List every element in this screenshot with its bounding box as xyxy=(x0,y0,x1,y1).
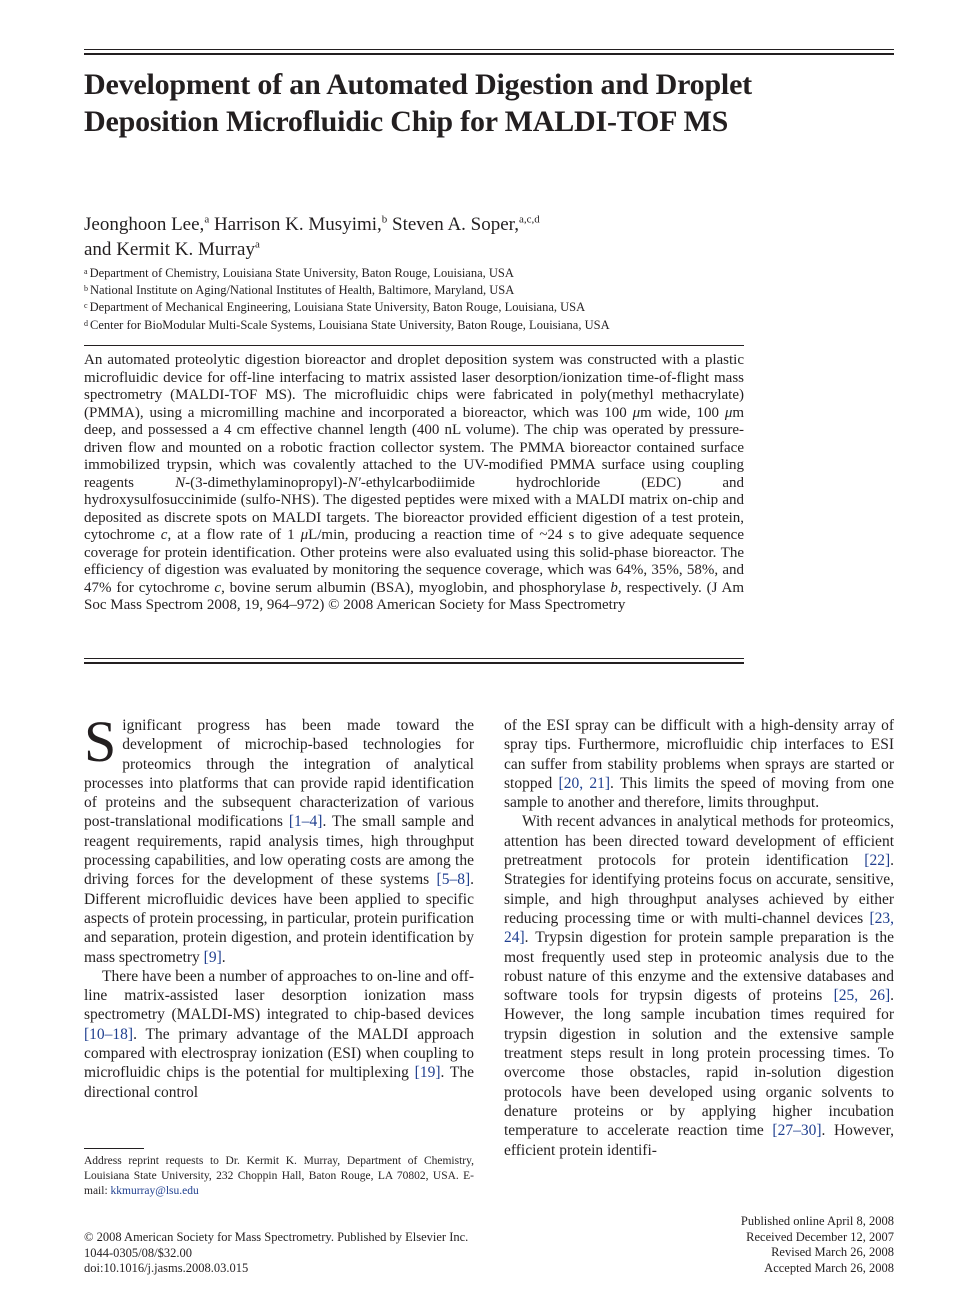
email-link[interactable]: kkmurray@lsu.edu xyxy=(110,1185,199,1197)
author[interactable]: Jeonghoon Lee,$^a$ xyxy=(84,213,210,235)
publication-dates xyxy=(741,1214,894,1276)
paragraph: There have been a number of approaches to on-line and off-line matrix-assisted laser desorption ionization mass spectrometry (MALDI-MS) integrated to chip-based devices [10–18]. The primary advantage of the MALDI approach compared with electrospray ionization (ESI) when coupling to microfluidic chips is the potential for multiplexing [19]. The directional control xyxy=(84,967,474,1101)
reference-link[interactable]: [27–30] xyxy=(772,1122,822,1140)
accepted-date: Accepted March 26, 2008 xyxy=(764,1260,894,1275)
author[interactable]: Harrison K. Musyimi,$^b$ xyxy=(213,213,388,235)
reference-link[interactable]: [25, 26] xyxy=(833,987,891,1005)
reference-link[interactable]: [9] xyxy=(203,948,222,966)
affiliation: $^c$ Department of Mechanical Engineering, Louisiana State University, Baton Rouge, Louisiana, USA xyxy=(84,300,586,315)
published-date: Published online April 8, 2008 xyxy=(740,1214,894,1228)
author[interactable]: and Kermit K. Murray$^a$ xyxy=(84,238,260,260)
paragraph: With recent advances in analytical methods for proteomics, attention has been directed toward development of efficient pretreatment protocols for protein identification [22]. Strategies for identifying proteins focus on accurate, sensitive, simple, and high throughput analyses achieved by either reducing processing time or with multi-channel devices [23, 24]. Trypsin digestion for protein sample preparation is the most frequently used step in proteomic analysis due to the robust nature of this enzyme and the extensive databases and software tools for trypsin digests of proteins [25, 26]. However, the long sample incubation times required for trypsin digestion in solution and the extensive sample treatment steps result in long protein processing times. To overcome those obstacles, rapid in-solution digestion protocols have been developed using organic solvents to denature proteins or by applying higher incubation temperature to accelerate reaction time [27–30]. However, efficient protein identifi- xyxy=(504,813,895,1159)
author-list xyxy=(84,212,724,262)
issn-line: 1044-0305/08/$32.00 xyxy=(84,1245,192,1260)
affiliation: $^d$ Center for BioModular Multi-Scale Systems, Louisiana State University, Baton Rouge, Louisiana, USA xyxy=(84,317,610,332)
reference-link[interactable]: [10–18] xyxy=(84,1025,134,1043)
article-title: Development of an Automated Digestion and Droplet Deposition Microfluidic Chip for MALDI-TOF MS xyxy=(84,68,752,138)
copyright-block xyxy=(84,1230,468,1277)
body-column-left xyxy=(84,709,474,1102)
drop-cap: S xyxy=(84,709,117,774)
author[interactable]: Steven A. Soper,$^{a,c,d}$ xyxy=(392,213,540,235)
reference-link[interactable]: [5–8] xyxy=(436,871,471,889)
abstract: An automated proteolytic digestion bioreactor and droplet deposition system was constructed with a plastic microfluidic device for off-line interfacing to matrix assisted laser desorption/ionization time-of-flight mass spectrometry (MALDI-TOF MS). The microfluidic chips were fabricated in poly(methyl methacrylate) (PMMA), using a micromilling machine and incorporated a bioreactor, which was 100 μm wide, 100 μm deep, and possessed a 4 cm effective channel length (400 nL volume). The chip was operated by pressure-driven flow and mounted on a robotic fraction collector system. The PMMA bioreactor contained surface immobilized trypsin, which was covalently attached to the UV-modified PMMA surface using coupling reagents N-(3-dimethylaminopropyl)-N′-ethylcarbodiimide hydrochloride (EDC) and hydroxysulfosuccinimide (sulfo-NHS). The digested peptides were mixed with a MALDI matrix on-chip and deposited as discrete spots on MALDI targets. The bioreactor provided efficient digestion of a test protein, cytochrome c, at a flow rate of 1 μL/min, producing a reaction time of ~24 s to give adequate sequence coverage for protein identification. Other proteins were also evaluated using this solid-phase bioreactor. The efficiency of digestion was evaluated by monitoring the sequence coverage, which was 64%, 35%, 58%, and 47% for cytochrome c, bovine serum albumin (BSA), myoglobin, and phosphorylase b, respectively. (J Am Soc Mass Spectrom 2008, 19, 964–972) © 2008 American Society for Mass Spectrometry xyxy=(84,352,745,613)
reference-link[interactable]: [23, 24] xyxy=(504,909,894,947)
reference-link[interactable]: [22] xyxy=(864,852,891,870)
reference-link[interactable]: [19] xyxy=(414,1064,441,1082)
reference-link[interactable]: [1–4] xyxy=(288,813,323,831)
top-rule-1 xyxy=(84,49,894,50)
top-rule-2 xyxy=(84,53,894,55)
received-date: Received December 12, 2007 xyxy=(746,1229,894,1244)
paragraph: of the ESI spray can be difficult with a high-density array of spray tips. Furthermore, microfluidic chip interfaces to ESI can suffer from stability problems when sprays are started or stopped [20, 21]. This limits the speed of moving from one sample to another and therefore, limits throughput. xyxy=(504,717,894,812)
abstract-top-rule xyxy=(84,345,744,346)
footnote-rule xyxy=(84,1148,144,1149)
affiliations xyxy=(84,264,744,333)
revised-date: Revised March 26, 2008 xyxy=(771,1245,894,1259)
doi-line[interactable]: doi:10.1016/j.jasms.2008.03.015 xyxy=(84,1261,249,1275)
copyright-line: © 2008 American Society for Mass Spectrometry. Published by Elsevier Inc. xyxy=(84,1230,469,1244)
affiliation: $^b$ National Institute on Aging/National Institutes of Health, Baltimore, Maryland, USA xyxy=(84,283,515,298)
affiliation: $^a$ Department of Chemistry, Louisiana State University, Baton Rouge, Louisiana, USA xyxy=(84,266,514,280)
correspondence-footnote: Address reprint requests to Dr. Kermit K. Murray, Department of Chemistry, Louisiana State University, 232 Choppin Hall, Baton Rouge, LA 70802, USA. E-mail: kkmurray@lsu.edu xyxy=(84,1155,474,1197)
body-column-right xyxy=(504,716,894,1160)
abstract-bottom-rule-2 xyxy=(84,662,744,664)
journal-citation: (J Am Soc Mass Spectrom 2008, 19, 964–972) © 2008 American Society for Mass Spectrometry xyxy=(84,579,744,613)
abstract-bottom-rule-1 xyxy=(84,658,744,659)
paragraph: Significant progress has been made toward the development of microchip-based technologies for proteomics through the integration of analytical processes into platforms that can provide rapid identification of proteins and the subsequent characterization of various post-translational modifications [1–4]. The small sample and reagent requirements, rapid analysis times, high throughput processing capabilities, and low operating costs are among the driving forces for the development of these systems [5–8]. Different microfluidic devices have been applied to specific aspects of protein processing, in particular, protein purification and separation, protein digestion, and protein identification by mass spectrometry [9]. xyxy=(84,709,474,966)
reference-link[interactable]: [20, 21] xyxy=(558,774,611,792)
